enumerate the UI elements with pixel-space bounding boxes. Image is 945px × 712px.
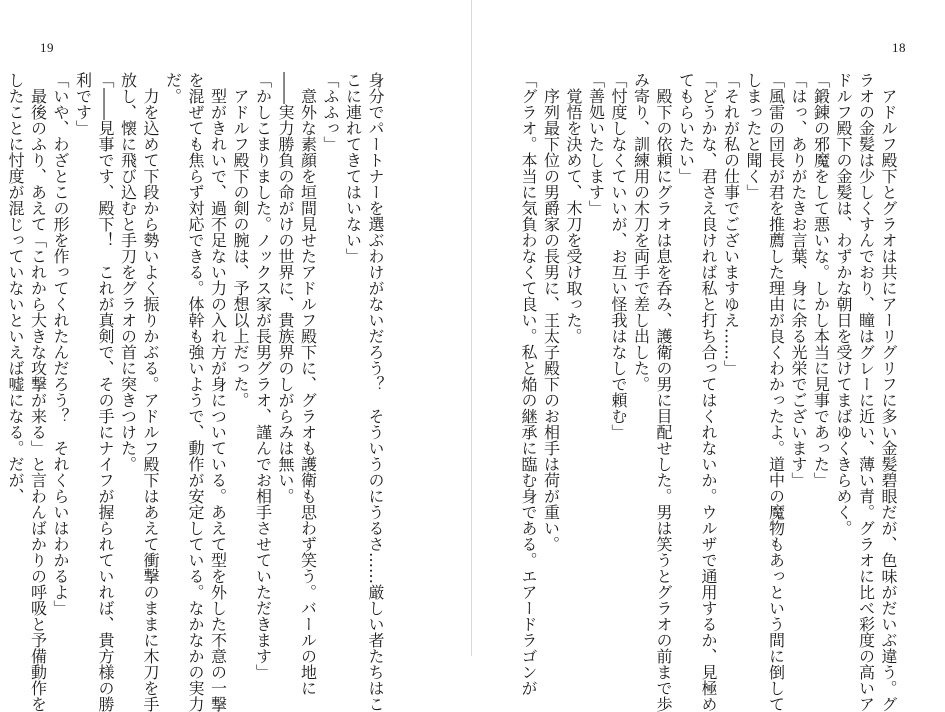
body-text xyxy=(4,72,387,712)
text-line: だ。 xyxy=(163,72,183,104)
text-line: み寄り、訓練用の木刀を両手で差し出した。 xyxy=(631,72,651,392)
page-number: 18 xyxy=(892,40,906,55)
right-page xyxy=(472,0,945,712)
text-line: てもらいたい」 xyxy=(676,72,696,184)
page-number: 19 xyxy=(40,40,54,55)
text-line: 「どうかな、君さえ良ければ私と打ち合ってはくれないか。ウルザで通用するか、見極め xyxy=(699,72,718,712)
text-line: 「善処いたします」 xyxy=(586,72,606,216)
text-line: 「かしこまりました。ノックス家が長男グラオ、謹んでお相手させていただきます」 xyxy=(253,72,273,680)
text-line: ――実力勝負の命がけの世界に、貴族界のしがらみは無い。 xyxy=(276,72,295,504)
body-text xyxy=(517,72,900,712)
text-line: アドルフ殿下の剣の腕は、予想以上だった。 xyxy=(231,72,250,408)
text-line: 「忖度しなくていいが、お互い怪我はなしで頼む」 xyxy=(609,72,628,440)
text-line: 「それが私の仕事でございますゆえ……」 xyxy=(721,72,741,376)
text-line: ドルフ殿下の金髪は、わずかな朝日を受けてまばゆくきらめく。 xyxy=(834,72,853,536)
text-line: 利です」 xyxy=(73,72,93,136)
text-line: を混ぜても焦らず対応できる。体幹も強いようで、動作が安定している。なかなかの実力 xyxy=(186,72,205,712)
text-line: こに連れてきてはいない」 xyxy=(343,72,363,264)
text-line: 序列最下位の男爵家の長男に、王太子殿下のお相手は荷が重い。 xyxy=(541,72,561,552)
text-line: 「はっ、ありがたきお言葉、身に余る光栄でございます」 xyxy=(789,72,808,488)
text-line: 放し、懐に飛び込むと手刀をグラオの首に突きつけた。 xyxy=(118,72,138,472)
text-line: 殿下の依頼にグラオは息を呑み、護衛の男に目配せした。男は笑うとグラオの前まで歩 xyxy=(654,72,673,712)
text-line: したことに忖度が混じっていないといえば嘘になる。だが、 xyxy=(6,72,25,504)
left-page xyxy=(0,0,472,712)
text-line: 「グラオ。本当に気負わなくて良い。私と焔の継承に臨む身である。エアードラゴンが xyxy=(519,72,538,696)
text-line: 最後のふり、あえて「これから大きな攻撃が来る」と言わんばかりの呼吸と予備動作を xyxy=(28,72,48,712)
text-line: 力を込めて下段から勢いよく振りかぶる。アドルフ殿下はあえて衝撃のままに木刀を手 xyxy=(141,72,160,712)
text-line: 「ふふっ」 xyxy=(321,72,340,152)
text-line: 覚悟を決めて、木刀を受け取った。 xyxy=(564,72,583,344)
text-line: 「いや、わざとこの形を作ってくれたんだろう？ それくらいはわかるよ」 xyxy=(51,72,70,616)
text-line: 「風雷の団長が君を推薦した理由が良くわかったよ。道中の魔物もあっという間に倒して xyxy=(766,72,786,712)
text-line: 「鍛錬の邪魔をして悪いな。しかし本当に見事であった」 xyxy=(811,72,831,488)
text-line: アドルフ殿下とグラオは共にアーリグリフに多い金髪碧眼だが、色味がだいぶ違う。グ xyxy=(879,72,898,712)
text-line: 「――見事です、殿下！ これが真剣で、その手にナイフが握られていれば、貴方様の勝 xyxy=(96,72,115,712)
text-line: しまったと聞く」 xyxy=(744,72,763,200)
text-line: 身分でパートナーを選ぶわけがないだろう？ そういうのにうるさ……厳しい者たちはこ xyxy=(366,72,385,712)
text-line: 型がきれいで、過不足ない力の入れ方が身についている。あえて型を外した不意の一撃 xyxy=(208,72,228,712)
text-line: 意外な素顔を垣間見せたアドルフ殿下に、グラオも護衛も思わず笑う。バールの地に xyxy=(298,72,318,696)
text-line: ラオの金髪は少しくすんでおり、瞳はグレーに近い、薄い青。グラオに比べ彩度の高いア xyxy=(856,72,876,712)
